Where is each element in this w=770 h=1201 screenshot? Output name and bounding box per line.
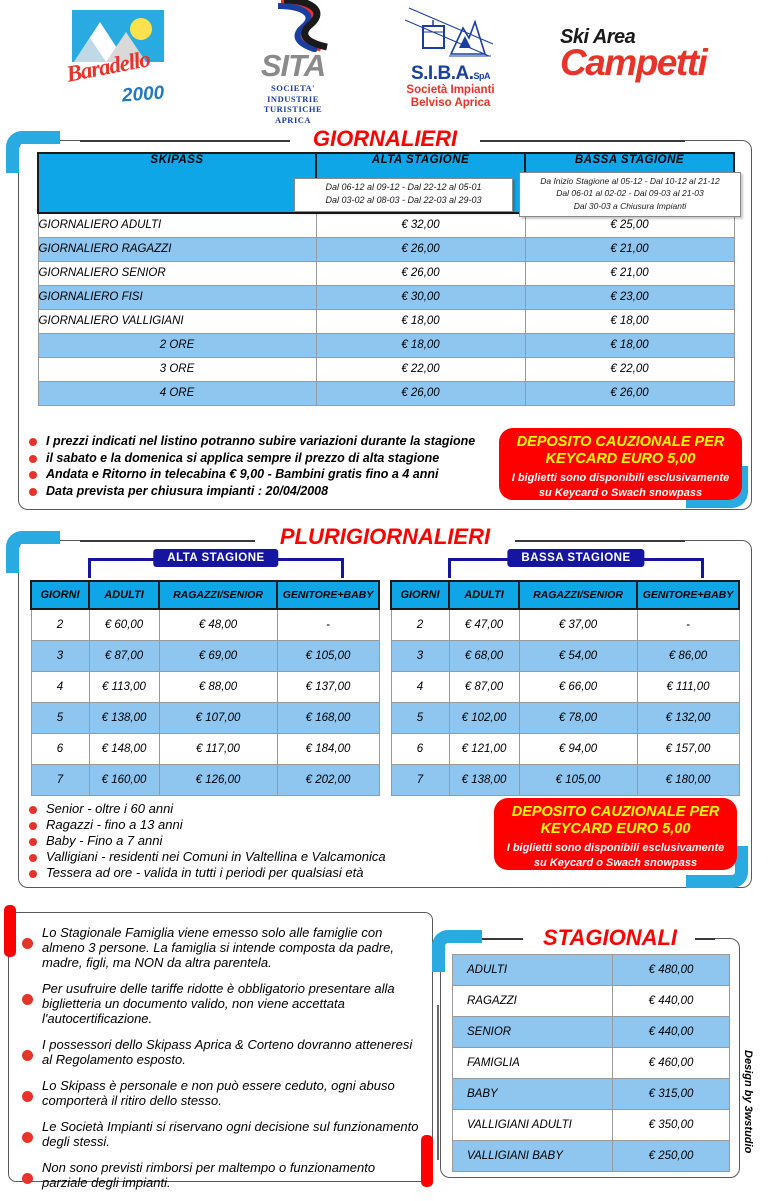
cell-adulti: € 102,00 [449, 702, 519, 733]
cable-car-icon [403, 4, 499, 64]
cell-giorni: 7 [391, 764, 449, 795]
condition-item: Non sono previsti rimborsi per maltempo o funzionamento parziale degli impianti. [22, 1160, 422, 1190]
deposit-title-l2: KEYCARD EURO 5,00 [545, 450, 696, 467]
cell-price-alta: € 18,00 [316, 309, 525, 333]
table-row [31, 640, 379, 671]
table-row [31, 671, 379, 702]
siba-wordmark [388, 64, 513, 83]
cell-ragazzi-senior: € 37,00 [519, 609, 637, 640]
daily-price-table-body [38, 213, 734, 405]
cell-ragazzi-senior: € 117,00 [159, 733, 277, 764]
col-header-adulti: ADULTI [449, 581, 519, 609]
cell-price-alta: € 22,00 [316, 357, 525, 381]
cell-price-bassa: € 25,00 [525, 213, 734, 237]
bassa-stagione-dates [519, 172, 741, 217]
badge-bassa-stagione: BASSA STAGIONE [507, 549, 644, 567]
multiday-alta-table [30, 580, 380, 796]
cell-genitore-baby: € 137,00 [277, 671, 379, 702]
badge-leg-right [341, 558, 344, 578]
cell-skipass-type: GIORNALIERO VALLIGIANI [38, 309, 316, 333]
col-header-genitore-baby: GENITORE+BABY [637, 581, 739, 609]
alta-stagione-dates [294, 178, 513, 212]
cell-genitore-baby: € 111,00 [637, 671, 739, 702]
cell-seasonal-price: € 250,00 [613, 1141, 730, 1172]
siba-acronym: S.I.B.A. [410, 63, 474, 84]
note-item: Senior - oltre i 60 anni [28, 801, 483, 817]
cell-price-alta: € 26,00 [316, 237, 525, 261]
condition-item: Le Società Impianti si riservano ogni decisione sul funzionamento degli stessi. [22, 1119, 422, 1149]
table-row [38, 237, 734, 261]
cell-genitore-baby: € 86,00 [637, 640, 739, 671]
cell-ragazzi-senior: € 54,00 [519, 640, 637, 671]
cell-price-bassa: € 26,00 [525, 381, 734, 405]
stagionali-title: STAGIONALI [525, 925, 695, 951]
badge-leg-right [701, 558, 704, 578]
table-row [31, 764, 379, 795]
seasonal-price-body [453, 955, 730, 1172]
table-row [38, 285, 734, 309]
cell-adulti: € 113,00 [89, 671, 159, 702]
table-row [391, 609, 739, 640]
deposit-box-plurigiornalieri [494, 798, 737, 870]
baradello-year: 2000 [121, 82, 165, 107]
col-header-alta-stagione: ALTA STAGIONE [316, 153, 525, 213]
cell-seasonal-type: BABY [453, 1079, 613, 1110]
table-row [391, 671, 739, 702]
cell-seasonal-type: SENIOR [453, 1017, 613, 1048]
condition-item: Lo Stagionale Famiglia viene emesso solo alle famiglie con almeno 3 persone. La famiglia si intende composta da padre, madre, figli, ma NON da altra parentela. [22, 925, 422, 970]
cell-price-alta: € 30,00 [316, 285, 525, 309]
note-item: Valligiani - residenti nei Comuni in Valtellina e Valcamonica [28, 849, 483, 865]
cell-skipass-type: 3 ORE [38, 357, 316, 381]
conditions-list [22, 925, 422, 1201]
deposit-sub-l1: I biglietti sono disponibili esclusivamente [511, 472, 730, 485]
cell-price-bassa: € 18,00 [525, 309, 734, 333]
col-header-ragazzi-senior: RAGAZZI/SENIOR [519, 581, 637, 609]
campetti-line1: Ski Area [560, 26, 636, 48]
cell-giorni: 3 [391, 640, 449, 671]
corner-bracket-top-left-2 [6, 531, 60, 573]
cell-price-alta: € 26,00 [316, 381, 525, 405]
badge-alta-stagione: ALTA STAGIONE [153, 549, 278, 567]
cell-ragazzi-senior: € 94,00 [519, 733, 637, 764]
table-row [453, 955, 730, 986]
col-header-skipass: SKIPASS [38, 153, 316, 213]
cell-seasonal-type: VALLIGIANI BABY [453, 1141, 613, 1172]
deposit-sub-l1: I biglietti sono disponibili esclusivamente [506, 842, 725, 855]
cell-genitore-baby: € 157,00 [637, 733, 739, 764]
ski-area-campetti-logo [560, 26, 760, 96]
col-header-ragazzi-senior: RAGAZZI/SENIOR [159, 581, 277, 609]
cell-seasonal-price: € 350,00 [613, 1110, 730, 1141]
title-rule-left-3 [478, 938, 523, 940]
cell-giorni: 5 [31, 702, 89, 733]
sita-wordmark: SITA [260, 48, 326, 83]
cell-seasonal-price: € 480,00 [613, 955, 730, 986]
note-item: il sabato e la domenica si applica sempre il prezzo di alta stagione [28, 450, 483, 467]
bassa-dates-l1: Da Inizio Stagione al 05-12 - Dal 10-12 al 21-12 [540, 176, 720, 186]
cell-price-bassa: € 23,00 [525, 285, 734, 309]
cell-seasonal-price: € 315,00 [613, 1079, 730, 1110]
multiday-bassa-header-row [391, 581, 739, 609]
alta-stagione-badge-group [88, 549, 344, 581]
cell-adulti: € 160,00 [89, 764, 159, 795]
deposit-sub-l2: su Keycard o Swach snowpass [533, 856, 698, 869]
bassa-stagione-badge-group [448, 549, 704, 581]
red-bracket-bottom-right [421, 1135, 433, 1187]
cell-ragazzi-senior: € 126,00 [159, 764, 277, 795]
condition-item: Lo Skipass è personale e non può essere ceduto, ogni abuso comporterà il ritiro dello stesso. [22, 1078, 422, 1108]
cell-price-bassa: € 22,00 [525, 357, 734, 381]
table-row [38, 357, 734, 381]
siba-subtitle [388, 84, 513, 110]
cell-genitore-baby: € 202,00 [277, 764, 379, 795]
cell-adulti: € 47,00 [449, 609, 519, 640]
campetti-line2: Campetti [560, 42, 707, 83]
cell-seasonal-type: FAMIGLIA [453, 1048, 613, 1079]
cell-skipass-type: GIORNALIERO SENIOR [38, 261, 316, 285]
baradello-wordmark: Baradello [64, 46, 152, 87]
cell-price-alta: € 26,00 [316, 261, 525, 285]
table-row [453, 1048, 730, 1079]
cell-seasonal-type: ADULTI [453, 955, 613, 986]
table-row [453, 1017, 730, 1048]
cell-giorni: 7 [31, 764, 89, 795]
logo-bar [0, 0, 770, 125]
siba-spa: SpA [473, 71, 490, 81]
alta-dates-l1: Dal 06-12 al 09-12 - Dal 22-12 al 05-01 [325, 182, 482, 192]
cell-seasonal-price: € 440,00 [613, 986, 730, 1017]
note-item: Data prevista per chiusura impianti : 20/04/2008 [28, 483, 483, 500]
col-header-bassa-stagione: BASSA STAGIONE [525, 153, 734, 213]
alta-dates-l2: Dal 03-02 al 08-03 - Dal 22-03 al 29-03 [325, 195, 482, 206]
cell-adulti: € 138,00 [89, 702, 159, 733]
cell-skipass-type: GIORNALIERO RAGAZZI [38, 237, 316, 261]
multiday-bassa-body [391, 609, 739, 795]
cell-adulti: € 87,00 [89, 640, 159, 671]
cell-adulti: € 60,00 [89, 609, 159, 640]
badge-leg-left [448, 558, 451, 578]
divider-vertical [437, 1005, 439, 1160]
table-row [391, 764, 739, 795]
cell-seasonal-price: € 460,00 [613, 1048, 730, 1079]
cell-giorni: 2 [391, 609, 449, 640]
col-header-giorni: GIORNI [31, 581, 89, 609]
note-item: Andata e Ritorno in telecabina € 9,00 - Bambini gratis fino a 4 anni [28, 466, 483, 483]
multiday-alta-header-row [31, 581, 379, 609]
table-row [38, 261, 734, 285]
note-item: Tessera ad ore - valida in tutti i periodi per qualsiasi età [28, 865, 483, 881]
deposit-title-l1: DEPOSITO CAUZIONALE PER [516, 434, 725, 450]
cell-giorni: 5 [391, 702, 449, 733]
condition-item: I possessori dello Skipass Aprica & Corteno dovranno atteneresi al Regolamento esposto. [22, 1037, 422, 1067]
cell-price-alta: € 18,00 [316, 333, 525, 357]
col-header-adulti: ADULTI [89, 581, 159, 609]
table-row [31, 609, 379, 640]
giornalieri-notes [28, 433, 483, 499]
note-item: Ragazzi - fino a 13 anni [28, 817, 483, 833]
cell-genitore-baby: € 105,00 [277, 640, 379, 671]
siba-sub-line2: Belviso Aprica [410, 97, 491, 110]
giornalieri-title: GIORNALIERI [290, 126, 480, 152]
cell-genitore-baby: € 168,00 [277, 702, 379, 733]
table-row [38, 333, 734, 357]
table-row [31, 733, 379, 764]
condition-item: Per usufruire delle tariffe ridotte è obbligatorio presentare alla biglietteria un documento valido, non viene accettata l'autocertificazione. [22, 981, 422, 1026]
multiday-bassa-table [390, 580, 740, 796]
table-row [453, 986, 730, 1017]
cell-giorni: 6 [391, 733, 449, 764]
bassa-dates-l2: Dal 06-01 al 02-02 - Dal 09-03 al 21-03 [556, 188, 704, 199]
cell-ragazzi-senior: € 78,00 [519, 702, 637, 733]
cell-price-bassa: € 21,00 [525, 237, 734, 261]
cell-adulti: € 121,00 [449, 733, 519, 764]
cell-adulti: € 68,00 [449, 640, 519, 671]
siba-logo [388, 4, 513, 120]
cell-adulti: € 87,00 [449, 671, 519, 702]
cell-seasonal-price: € 440,00 [613, 1017, 730, 1048]
cell-giorni: 3 [31, 640, 89, 671]
cell-price-bassa: € 21,00 [525, 261, 734, 285]
cell-ragazzi-senior: € 69,00 [159, 640, 277, 671]
cell-seasonal-type: RAGAZZI [453, 986, 613, 1017]
plurigiornalieri-title: PLURIGIORNALIERI [255, 524, 515, 550]
cell-genitore-baby: € 184,00 [277, 733, 379, 764]
cell-ragazzi-senior: € 107,00 [159, 702, 277, 733]
col-header-giorni: GIORNI [391, 581, 449, 609]
plurigiornalieri-notes [28, 801, 483, 881]
table-row [453, 1141, 730, 1172]
cell-ragazzi-senior: € 88,00 [159, 671, 277, 702]
table-row [391, 733, 739, 764]
cell-ragazzi-senior: € 105,00 [519, 764, 637, 795]
cell-skipass-type: 2 ORE [38, 333, 316, 357]
cell-genitore-baby: € 132,00 [637, 702, 739, 733]
note-item: I prezzi indicati nel listino potranno subire variazioni durante la stagione [28, 433, 483, 450]
design-credit: Design by 3wstudio [742, 1050, 754, 1154]
red-bracket-top-left [4, 905, 16, 957]
deposit-box-giornalieri [499, 428, 742, 500]
table-row [453, 1079, 730, 1110]
deposit-title-l1: DEPOSITO CAUZIONALE PER [511, 804, 720, 820]
baradello-2000-logo [60, 8, 180, 108]
cell-ragazzi-senior: € 66,00 [519, 671, 637, 702]
deposit-sub-l2: su Keycard o Swach snowpass [538, 486, 703, 499]
deposit-title-l2: KEYCARD EURO 5,00 [540, 820, 691, 837]
note-item: Baby - Fino a 7 anni [28, 833, 483, 849]
cell-genitore-baby: - [277, 609, 379, 640]
cell-ragazzi-senior: € 48,00 [159, 609, 277, 640]
sita-subtitle: SOCIETA' INDUSTRIE TURISTICHE APRICA [263, 83, 323, 125]
cell-giorni: 4 [391, 671, 449, 702]
title-rule-right [470, 140, 685, 142]
cell-giorni: 6 [31, 733, 89, 764]
table-row [38, 309, 734, 333]
cell-skipass-type: GIORNALIERO FISI [38, 285, 316, 309]
title-rule-left [80, 140, 295, 142]
cell-price-alta: € 32,00 [316, 213, 525, 237]
cell-genitore-baby: € 180,00 [637, 764, 739, 795]
sita-logo [238, 0, 348, 125]
table-row [453, 1110, 730, 1141]
title-rule-left-2 [80, 540, 255, 542]
cell-giorni: 2 [31, 609, 89, 640]
cell-price-bassa: € 18,00 [525, 333, 734, 357]
table-row [391, 702, 739, 733]
table-row [31, 702, 379, 733]
cell-skipass-type: 4 ORE [38, 381, 316, 405]
cell-adulti: € 148,00 [89, 733, 159, 764]
sita-swoosh-icon [251, 0, 335, 52]
table-row [391, 640, 739, 671]
bassa-dates-l3: Dal 30-03 a Chiusura Impianti [573, 200, 687, 211]
cell-skipass-type: GIORNALIERO ADULTI [38, 213, 316, 237]
table-row [38, 381, 734, 405]
cell-giorni: 4 [31, 671, 89, 702]
badge-leg-left [88, 558, 91, 578]
multiday-alta-body [31, 609, 379, 795]
siba-sub-line1: Società Impianti [406, 84, 495, 96]
cell-adulti: € 138,00 [449, 764, 519, 795]
seasonal-price-table [452, 954, 730, 1172]
title-rule-right-2 [505, 540, 685, 542]
col-header-genitore-baby: GENITORE+BABY [277, 581, 379, 609]
cell-genitore-baby: - [637, 609, 739, 640]
cell-seasonal-type: VALLIGIANI ADULTI [453, 1110, 613, 1141]
